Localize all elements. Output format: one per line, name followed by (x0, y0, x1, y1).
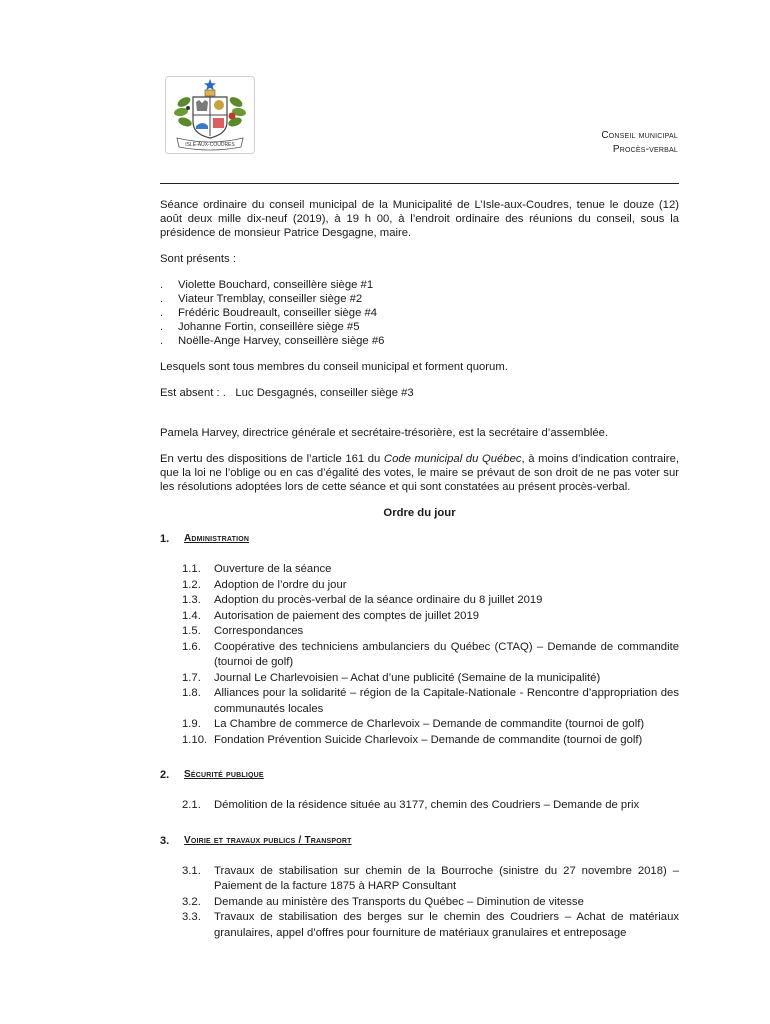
intro-paragraph: Séance ordinaire du conseil municipal de la Municipalité de L’Isle-aux-Coudres, tenue le douze (12) août deux mille dix-neuf (2019), à 19 h 00, à l’endroit ordinaire des réunions du conseil, sous la présidence de monsieur Patrice Desgagne, maire. (160, 199, 679, 239)
member-name: Frédéric Boudreault, conseiller siège #4 (178, 307, 378, 319)
agenda-item (182, 671, 679, 687)
section-number: 2. (160, 769, 170, 781)
agenda-item (182, 717, 679, 733)
header-divider (160, 183, 679, 184)
header-proces-verbal: Procès-verbal (612, 144, 678, 155)
item-number: 3.2. (182, 895, 201, 908)
item-number: 2.1. (182, 799, 201, 811)
section-number: 1. (160, 533, 170, 545)
member-name: Viateur Tremblay, conseiller siège #2 (178, 293, 363, 305)
absent-statement: Est absent : . Luc Desgagnés, conseiller siège #3 (160, 387, 414, 399)
agenda-item (182, 733, 679, 749)
list-item (160, 320, 679, 334)
member-name: Noëlle-Ange Harvey, conseillère siège #6 (178, 335, 385, 347)
voting-paragraph (160, 452, 679, 494)
document-header (601, 129, 678, 157)
secretary-statement: Pamela Harvey, directrice générale et secrétaire-trésorière, est la secrétaire d’assemblée. (160, 427, 609, 439)
item-number: 1.2. (182, 578, 201, 591)
section-number: 3. (160, 834, 170, 847)
item-text: Travaux de stabilisation des berges sur le chemin des Coudriers – Achat de matériaux granulaires, appel d’offres pour fourniture de matériaux granulaires et entreposage (214, 911, 679, 939)
list-item (160, 306, 679, 320)
agenda-item (182, 864, 679, 895)
present-members-list (160, 278, 679, 348)
item-text: Demande au ministère des Transports du Québec – Diminution de vitesse (214, 895, 584, 908)
agenda-items-voirie-transport (182, 864, 679, 942)
agenda-item (182, 593, 679, 609)
agenda-section-voirie-transport (160, 834, 679, 848)
item-number: 3.3. (182, 911, 201, 923)
bullet: . (160, 321, 164, 333)
section-title: Voirie et travaux publics / Transport (184, 834, 352, 846)
item-number: 1.5. (182, 625, 201, 637)
agenda-section-securite-publique (160, 768, 679, 782)
header-conseil-municipal: Conseil municipal (601, 130, 678, 141)
minutes-body (160, 198, 679, 941)
item-text: Alliances pour la solidarité – région de la Capitale-Nationale - Rencontre d’appropriation des communautés locales (214, 687, 679, 715)
present-label: Sont présents : (160, 253, 236, 265)
item-number: 3.1. (182, 864, 201, 877)
logo-banner-text: ISLE-AUX-COUDRES (185, 142, 235, 148)
item-text: Coopérative des techniciens ambulanciers du Québec (CTAQ) – Demande de commandite (tournoi de golf) (214, 640, 679, 668)
item-number: 1.10. (182, 733, 208, 746)
voting-text-end: , à moins d’indication contraire, que la loi ne l’oblige ou en cas d’égalité des votes, le maire se prévaut de son droit de ne pas voter sur les résolutions adoptées lors de cette séance et qui sont constatées au présent procès-verbal. (160, 453, 679, 493)
item-number: 1.4. (182, 609, 201, 622)
agenda-item (182, 686, 679, 717)
item-text: Travaux de stabilisation sur chemin de la Bourroche (sinistre du 27 novembre 2018) – Paiement de la facture 1875 à HARP Consultant (214, 864, 679, 892)
item-number: 1.3. (182, 594, 201, 606)
section-title: Sécurité publique (184, 769, 264, 780)
item-text: Adoption de l’ordre du jour (214, 578, 347, 591)
agenda-item (182, 578, 679, 594)
agenda-items-securite-publique (182, 798, 679, 814)
agenda-items-administration (182, 562, 679, 748)
agenda-item (182, 562, 679, 578)
agenda-item (182, 624, 679, 640)
voting-text-start: En vertu des dispositions de l’article 161 du (160, 453, 384, 465)
item-text: Adoption du procès-verbal de la séance ordinaire du 8 juillet 2019 (214, 594, 543, 606)
agenda-item (182, 910, 679, 941)
list-item (160, 292, 679, 306)
code-municipal-reference: Code municipal du Québec (383, 453, 522, 465)
agenda-item (182, 640, 679, 671)
item-text: Autorisation de paiement des comptes de juillet 2019 (214, 609, 480, 622)
list-item (160, 278, 679, 292)
list-item (160, 334, 679, 348)
agenda-section-administration (160, 532, 679, 546)
agenda-title: Ordre du jour (383, 507, 456, 519)
item-text: La Chambre de commerce de Charlevoix – Demande de commandite (tournoi de golf) (214, 718, 645, 730)
section-title: Administration (184, 533, 250, 544)
item-text: Journal Le Charlevoisien – Achat d’une publicité (Semaine de la municipalité) (214, 671, 601, 684)
item-number: 1.1. (182, 563, 201, 575)
bullet: . (160, 335, 164, 347)
member-name: Violette Bouchard, conseillère siège #1 (178, 279, 374, 291)
agenda-item (182, 798, 679, 814)
member-name: Johanne Fortin, conseillère siège #5 (178, 321, 360, 333)
item-number: 1.7. (182, 671, 201, 684)
bullet: . (160, 279, 164, 291)
quorum-statement: Lesquels sont tous membres du conseil municipal et forment quorum. (160, 361, 508, 373)
item-text: Correspondances (214, 625, 304, 637)
item-number: 1.8. (182, 687, 201, 699)
bullet: . (160, 293, 164, 305)
agenda-item (182, 895, 679, 911)
item-number: 1.9. (182, 718, 201, 730)
agenda-item (182, 609, 679, 625)
item-text: Fondation Prévention Suicide Charlevoix – Demande de commandite (tournoi de golf) (214, 733, 643, 746)
item-number: 1.6. (182, 640, 201, 653)
item-text: Ouverture de la séance (214, 563, 332, 575)
municipal-coat-of-arms-logo (165, 76, 255, 154)
item-text: Démolition de la résidence située au 3177, chemin des Coudriers – Demande de prix (214, 799, 640, 811)
bullet: . (160, 307, 164, 319)
